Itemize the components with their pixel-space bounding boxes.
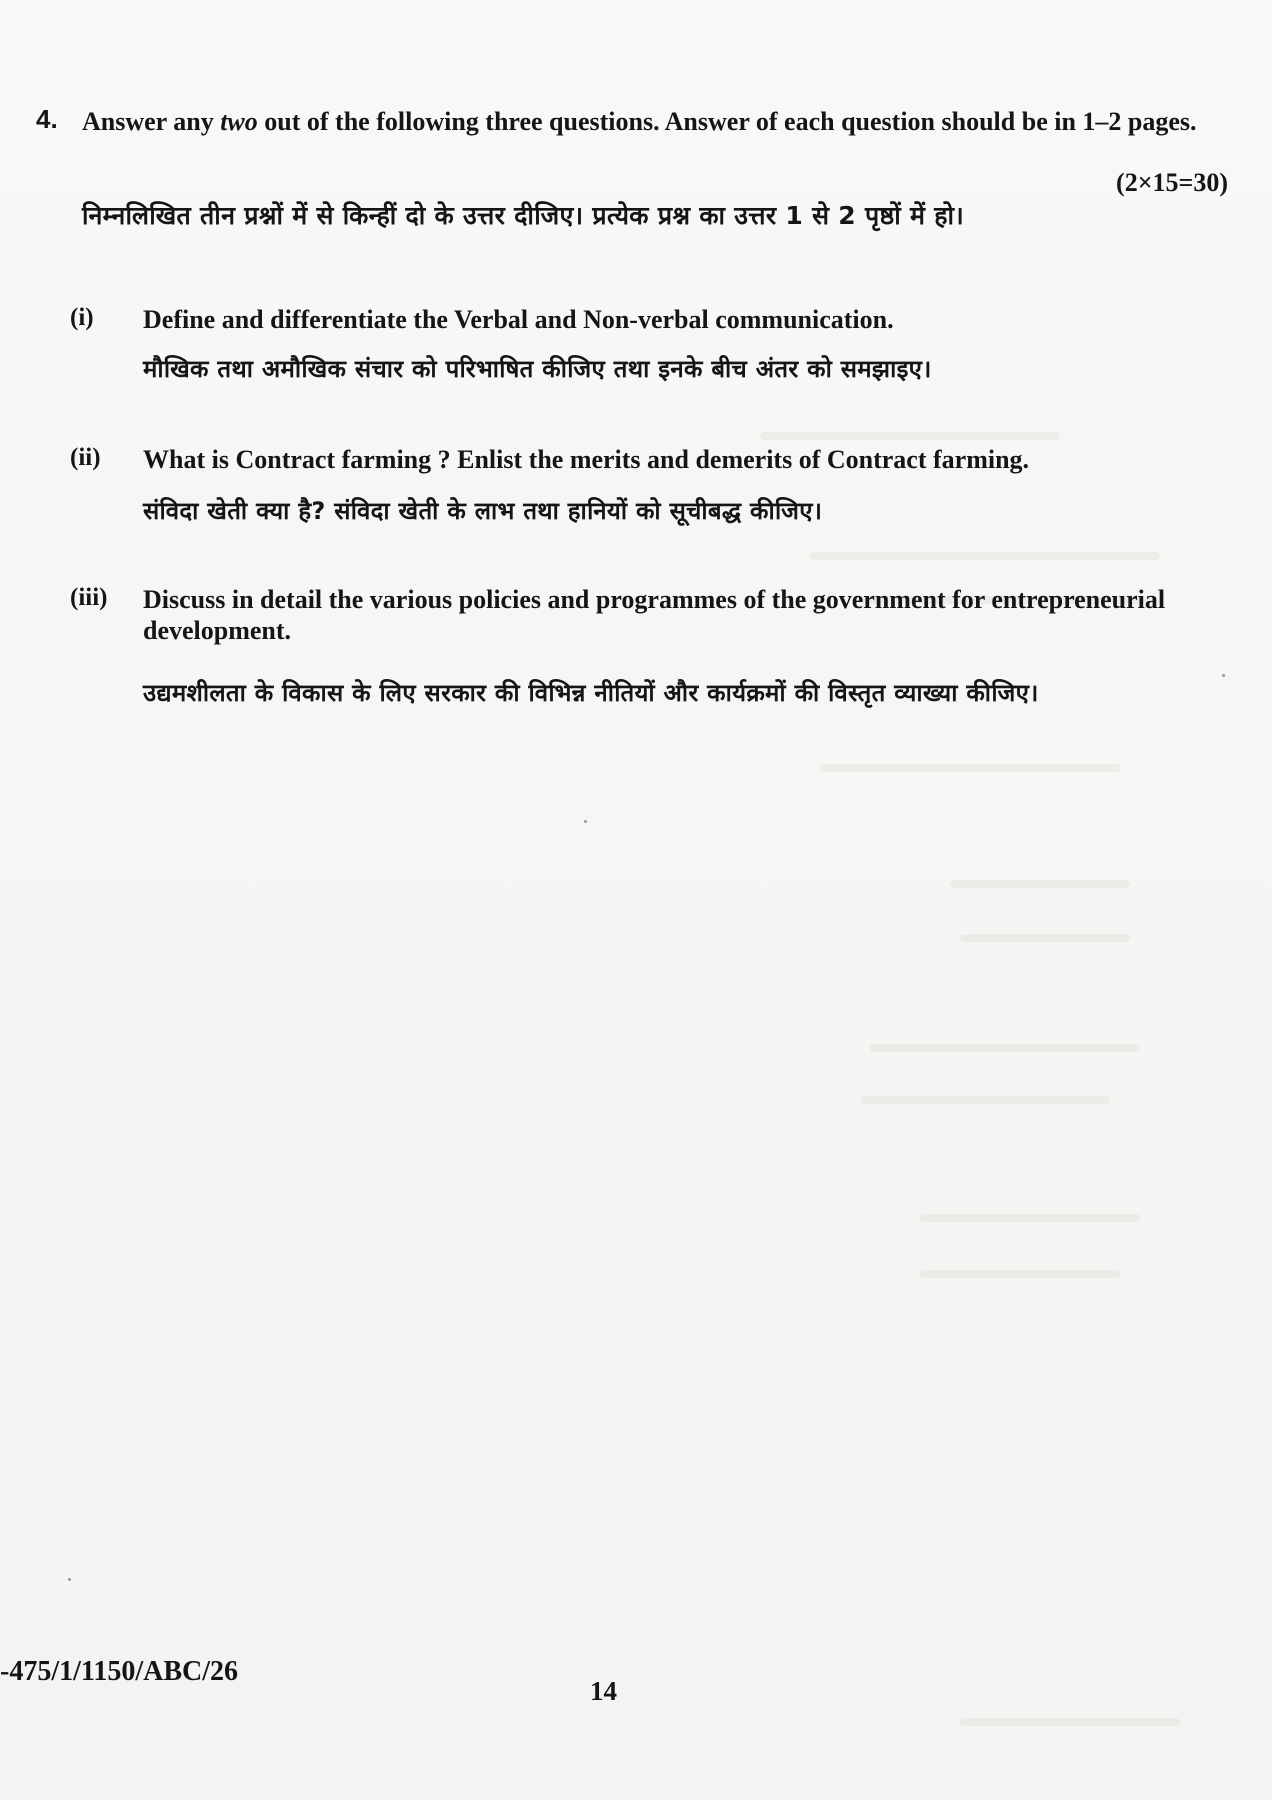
subquestion-hindi: मौखिक तथा अमौखिक संचार को परिभाषित कीजिए तथा इनके बीच अंतर को समझाइए।: [143, 355, 932, 383]
subquestion-label: (i): [70, 304, 94, 331]
bleed-through-line: [920, 1270, 1120, 1278]
marks-allocation: (2×15=30): [1116, 168, 1228, 197]
emphasis-text: two: [220, 107, 258, 136]
subquestion-english: Discuss in detail the various policies and programmes of the government for entrepreneurial development.: [143, 585, 1166, 645]
subquestion-english: What is Contract farming ? Enlist the merits and demerits of Contract farming.: [143, 445, 1030, 474]
subquestion-hindi: संविदा खेती क्या है? संविदा खेती के लाभ तथा हानियों को सूचीबद्ध कीजिए।: [143, 497, 823, 525]
speck: [68, 1578, 71, 1581]
paper-code: -475/1/1150/ABC/26: [0, 1656, 239, 1687]
page-number: 14: [590, 1676, 617, 1706]
bleed-through-line: [820, 764, 1120, 772]
bleed-through-line: [870, 1044, 1140, 1052]
question-instruction: Answer any two out of the following three questions. Answer of each question should be in 1–2 pages.: [82, 107, 1197, 136]
question-number: 4.: [36, 104, 58, 134]
subquestion-label: (iii): [70, 584, 108, 611]
subquestion-english: Define and differentiate the Verbal and Non-verbal communication.: [143, 305, 894, 334]
question-instruction-hindi: निम्नलिखित तीन प्रश्नों में से किन्हीं दो के उत्तर दीजिए। प्रत्येक प्रश्न का उत्तर 1 से 2 पृष्ठों में हो।: [82, 201, 965, 230]
bleed-through-line: [760, 432, 1060, 440]
speck: [1222, 674, 1225, 677]
bleed-through-line: [960, 1718, 1180, 1726]
subquestion-hindi: उद्यमशीलता के विकास के लिए सरकार की विभिन्न नीतियों और कार्यक्रमों की विस्तृत व्याख्या कीजिए।: [143, 679, 1039, 707]
bleed-through-line: [920, 1214, 1140, 1222]
bleed-through-line: [860, 1096, 1110, 1104]
subquestion-label: (ii): [70, 444, 101, 471]
bleed-through-line: [950, 880, 1130, 888]
bleed-through-line: [960, 934, 1130, 942]
bleed-through-line: [810, 552, 1160, 560]
speck: [584, 820, 587, 823]
